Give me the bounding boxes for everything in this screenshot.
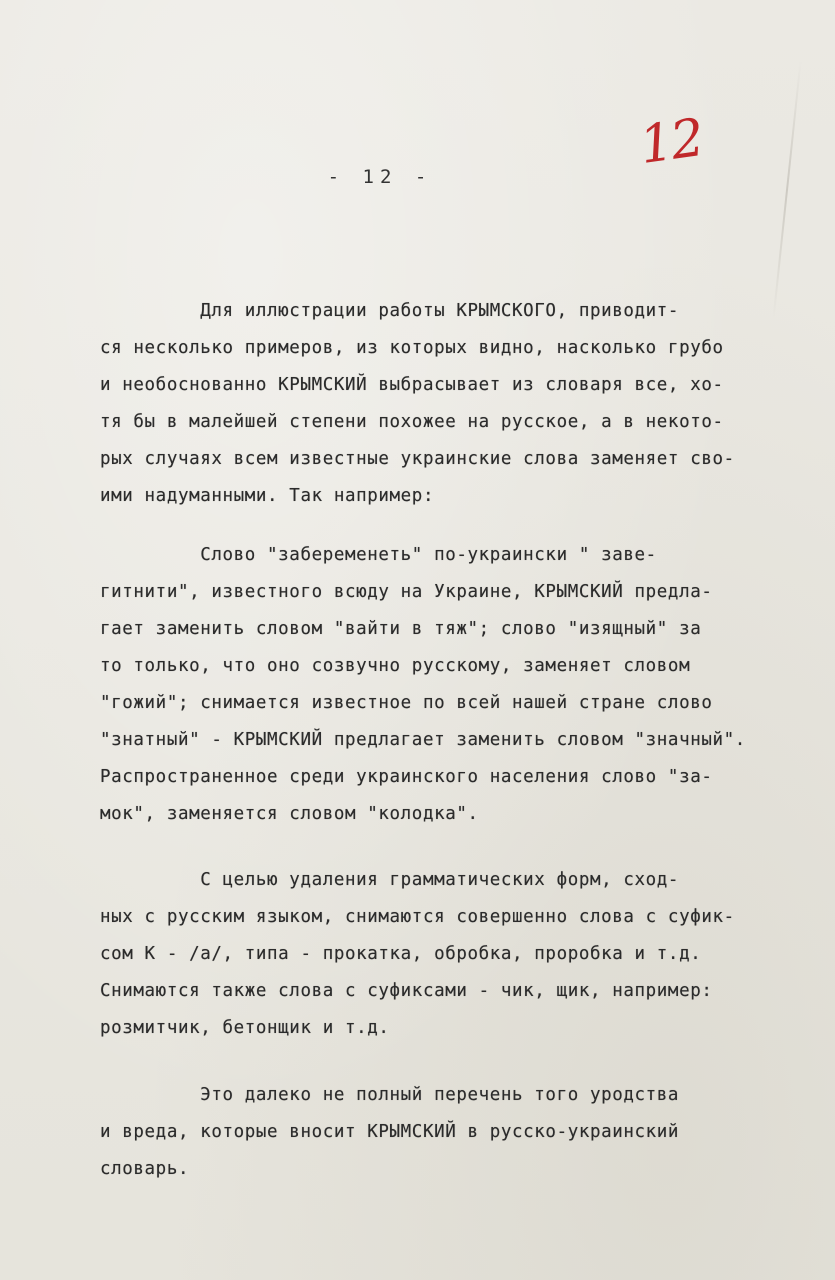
- page-number: - 12 -: [327, 166, 433, 188]
- text-line: ими надуманными. Так например:: [100, 486, 435, 506]
- text-line: сом К - /а/, типа - прокатка, обробка, проробка и т.д.: [100, 944, 702, 964]
- text-line: и необоснованно КРЫМСКИЙ выбрасывает из словаря все, хо-: [100, 375, 724, 395]
- text-line: Распространенное среди украинского населения слово "за-: [100, 767, 713, 787]
- text-line: то только, что оно созвучно русскому, заменяет словом: [100, 656, 691, 676]
- text-line: Снимаются также слова с суфиксами - чик, щик, например:: [100, 981, 713, 1001]
- text-line: ных с русским языком, снимаются совершенно слова с суфик-: [100, 907, 735, 927]
- text-line: Это далеко не полный перечень того уродства: [100, 1085, 680, 1105]
- paper-crease: [772, 61, 801, 320]
- text-line: "знатный" - КРЫМСКИЙ предлагает заменить словом "значный".: [100, 730, 746, 750]
- text-line: тя бы в малейшей степени похожее на русское, а в некото-: [100, 412, 724, 432]
- text-line: словарь.: [100, 1159, 190, 1179]
- text-line: и вреда, которые вносит КРЫМСКИЙ в русско-украинский: [100, 1122, 680, 1142]
- text-line: ся несколько примеров, из которых видно, насколько грубо: [100, 338, 724, 358]
- paragraph-2: [100, 537, 800, 833]
- paragraph-3: [100, 862, 800, 1047]
- text-line: Слово "забеременеть" по-украински " заве-: [100, 545, 657, 565]
- paragraph-4: [100, 1077, 800, 1188]
- text-line: Для иллюстрации работы КРЫМСКОГО, приводит-: [100, 301, 680, 321]
- text-line: С целью удаления грамматических форм, сход-: [100, 870, 680, 890]
- text-line: "гожий"; снимается известное по всей нашей стране слово: [100, 693, 713, 713]
- text-line: гает заменить словом "вайти в тяж"; слово "изящный" за: [100, 619, 702, 639]
- text-line: розмитчик, бетонщик и т.д.: [100, 1018, 390, 1038]
- text-line: рых случаях всем известные украинские слова заменяет сво-: [100, 449, 735, 469]
- text-line: гитнити", известного всюду на Украине, КРЫМСКИЙ предла-: [100, 582, 713, 602]
- text-line: мок", заменяется словом "колодка".: [100, 804, 479, 824]
- handwritten-archive-number: 12: [636, 107, 707, 177]
- paragraph-1: [100, 293, 800, 515]
